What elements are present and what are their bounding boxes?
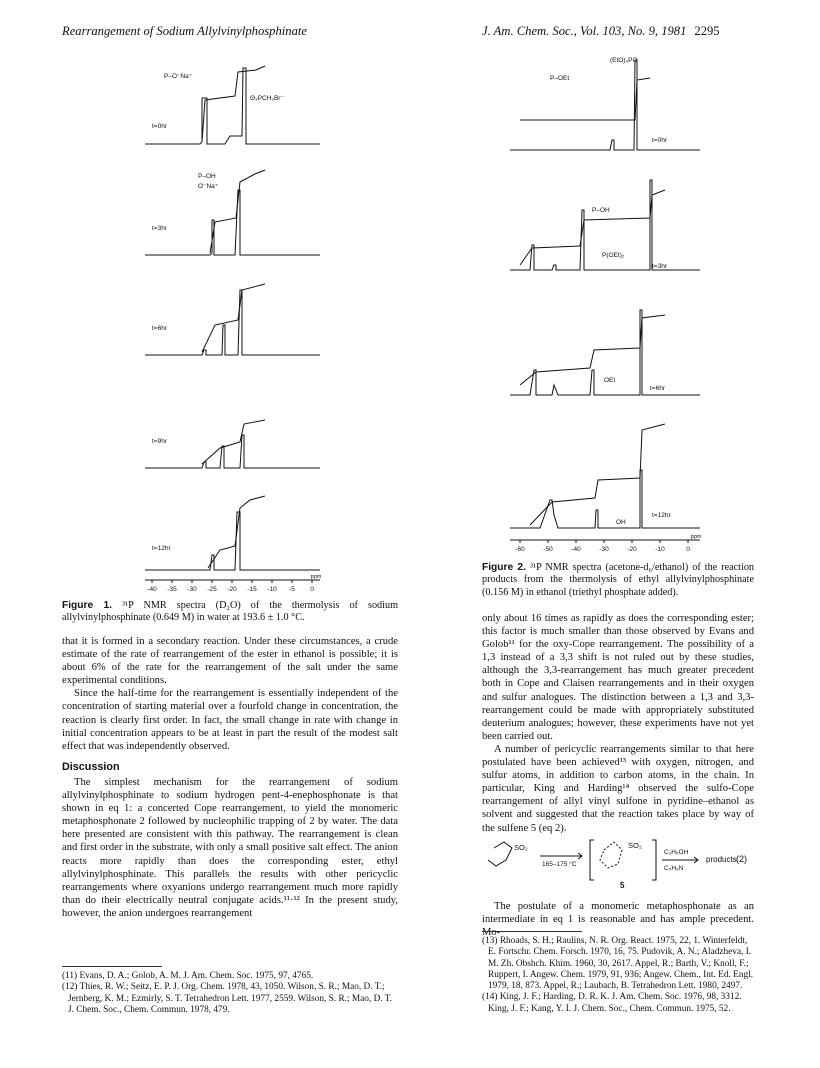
fig2-tick-label: -10 bbox=[655, 546, 665, 553]
right-column-upper bbox=[482, 612, 754, 835]
page-number: 2295 bbox=[694, 24, 720, 38]
fig2-tick-label: -50 bbox=[543, 546, 553, 553]
paragraph: The postulate of a monomeric metaphosphonate as an intermediate in eq 1 is reasonable and has ample precedent. Mo- bbox=[482, 901, 754, 939]
equation-number: (2) bbox=[736, 854, 747, 864]
figure-1-spectra bbox=[60, 50, 400, 595]
fig2-time-label: t=3hr bbox=[652, 263, 667, 270]
fig1-spectrum-t12 bbox=[145, 512, 320, 570]
fig2-spectrum-t0 bbox=[510, 60, 700, 150]
fig1-structure-label: P–O⁻Na⁺ bbox=[164, 73, 193, 80]
fig1-axis-unit: ppm bbox=[310, 574, 322, 580]
compound-number: 5 bbox=[620, 881, 625, 890]
fig1-integral-t9 bbox=[202, 420, 265, 464]
fig1-spectrum-t9 bbox=[145, 435, 320, 468]
fig1-time-label: t=12hr bbox=[152, 545, 171, 552]
fig2-time-label: t=6hr bbox=[650, 385, 665, 392]
fig2-time-label: t=0hr bbox=[652, 137, 667, 144]
fig2-structure-label: P(OEt)₂ bbox=[602, 252, 625, 259]
figure-2-spectra bbox=[500, 50, 760, 560]
figure-1-caption-text: ³¹P NMR spectra (D₂O) of the thermolysis of sodium allylvinylphosphinate (0.649 M) in water at 193.6 ± 1.0 °C. bbox=[62, 600, 398, 624]
fig1-tick-label: -25 bbox=[207, 586, 217, 593]
figure-1-caption-label: Figure 1. bbox=[62, 600, 112, 611]
section-heading: Discussion bbox=[62, 760, 120, 773]
figure-2-caption-label: Figure 2. bbox=[482, 562, 526, 573]
sulfene-intermediate-structure bbox=[600, 842, 622, 868]
fig2-integral-t0 bbox=[520, 78, 650, 120]
left-bracket bbox=[590, 840, 594, 880]
footnote: (13) Rhoads, S. H.; Raulins, N. R. Org. React. 1975, 22, 1. Winterfeldt, E. Fortschr. Chem. Forsch. 1970, 16, 75. Pudovik, A. N.; Aladzheva, I. M. Zh. Obshch. Khim. 1960, 30, 2617. Appel, R.; Barth, V.; Knoll, F.; Ruppert, I. Angew. Chem. 1979, 91, 936; Angew. Chem., Int. Ed. Engl. 1979, 18, 873. Appel, R.; Laubach, B. Tetrahedron Lett. 1980, 2497. bbox=[482, 936, 754, 992]
journal-citation bbox=[482, 24, 720, 39]
right-bracket bbox=[652, 840, 656, 880]
footnotes-right bbox=[482, 936, 754, 1015]
reagent-bottom: C₅H₅N bbox=[664, 865, 684, 872]
fig2-tick-label: -40 bbox=[571, 546, 581, 553]
footnotes-left bbox=[62, 971, 398, 1016]
footnote-rule bbox=[482, 931, 582, 932]
fig1-time-label: t=9hr bbox=[152, 438, 167, 445]
figure-2-caption-text: ³¹P NMR spectra (acetone-d₆/ethanol) of the reaction products from the thermolysis of ethyl allylvinylphosphinate (0.156 M) in ethanol (triethyl phosphate added). bbox=[482, 562, 755, 598]
fig1-tick-label: -10 bbox=[267, 586, 277, 593]
fig1-structure-label: Θ₃PCH₂Br⁻ bbox=[250, 95, 284, 102]
running-title: Rearrangement of Sodium Allylvinylphosphinate bbox=[62, 24, 307, 38]
fig1-tick-label: -30 bbox=[187, 586, 197, 593]
fig1-tick-label: -20 bbox=[227, 586, 237, 593]
fig2-tick-label: -30 bbox=[599, 546, 609, 553]
fig1-tick-label: -5 bbox=[289, 586, 295, 593]
journal-name: J. Am. Chem. Soc., Vol. 103, No. 9, 1981 bbox=[482, 24, 687, 38]
footnote: (11) Evans, D. A.; Golob, A. M. J. Am. Chem. Soc. 1975, 97, 4765. bbox=[62, 971, 314, 981]
fig2-integral-t3 bbox=[520, 190, 665, 265]
fig1-tick-label: 0 bbox=[310, 586, 314, 593]
fig2-structure-label: P–OEt bbox=[550, 75, 570, 82]
second-arrow bbox=[662, 857, 698, 863]
reagent-top: C₂H₅OH bbox=[664, 849, 689, 856]
fig2-structure-label: (EtO)₃PO bbox=[610, 57, 638, 64]
fig1-time-label: t=6hr bbox=[152, 325, 167, 332]
paragraph: A number of pericyclic rearrangements similar to that here postulated have been achieved¹³ with oxygen, nitrogen, and sulfur atoms, in addition to carbon atoms, in the chain. In particular, King and Harding¹⁴ observed the sulfo-Cope rearrangement of allyl vinyl sulfone in pyridine–ethanol as solvent and suggested that the reaction takes place by way of the sulfene 5 (eq 2). bbox=[482, 743, 754, 834]
paragraph: Since the half-time for the rearrangement is essentially independent of the concentration of starting material over a fourfold change in concentration, the reaction is clearly first order. In fact, the small change in rate with change in initial concentration appears to be at least in part the result of the modest salt effect that was independently observed. bbox=[62, 688, 398, 752]
paragraph: only about 16 times as rapidly as does the corresponding ester; this factor is much smaller than those observed by Evans and Golob¹¹ for the oxy-Cope rearrangement. The possibility of a 1,3 instead of a 3,3 shift is not ruled out by these studies, although the 3,3-rearrangement has much greater precedent both in Cope and Claisen rearrangements and in their oxygen and sulfur analogues. The distinction between a 1,3 and 3,3-rearrangement could be made with appropriately substituted deuterium analogues; however, these experiments have not yet been carried out. bbox=[482, 613, 754, 742]
fig1-tick-label: -35 bbox=[167, 586, 177, 593]
fig1-integral-t12 bbox=[208, 496, 265, 568]
fig1-integral-t6 bbox=[202, 284, 265, 352]
fig1-spectrum-t6 bbox=[145, 290, 320, 355]
equation-2-scheme bbox=[482, 838, 754, 890]
sulfene-group-label: SO₂ bbox=[628, 841, 642, 850]
right-column-lower bbox=[482, 900, 754, 939]
fig1-spectrum-t3 bbox=[145, 190, 320, 255]
paragraph: The simplest mechanism for the rearrangement of sodium allylvinylphosphinate to sodium hydrogen pent-4-enephosphonate is that shown in eq 1: a concerted Cope rearrangement, to yield the monomeric metaphosphonate 2 followed by nucleophilic trapping of 2 by water. The data here presented are consistent with this pathway. The rearrangement is clean and first order in the substrate, with only a small positive salt effect. The anion reacts more rapidly than does the corresponding ester, ethyl allylvinylphosphinate. This parallels the results with other pericyclic rearrangements where oxyanions undergo rearrangement much more rapidly than do their electrically neutral conjugate acids.¹¹·¹² In the present study, however, the anion undergoes rearrangement bbox=[62, 776, 398, 919]
fig1-tick-label: -15 bbox=[247, 586, 257, 593]
footnote: (14) King, J. F.; Harding, D. R. K. J. Am. Chem. Soc. 1976, 98, 3312. King, J. F.; Kang, Y. I. J. Chem. Soc., Chem. Commun. 1975, 52. bbox=[482, 992, 742, 1014]
figure-1-caption bbox=[62, 600, 398, 625]
left-column bbox=[62, 635, 398, 920]
sulfonyl-group-label: SO₂ bbox=[514, 843, 528, 852]
fig2-structure-label: OH bbox=[616, 519, 626, 526]
footnote: (12) Thies, R. W.; Seitz, E. P. J. Org. Chem. 1978, 43, 1050. Wilson, S. R.; Mao, D. T.; Jernberg, K. M.; Ezmirly, S. T. Tetrahedron Lett. 1977, 2559. Wilson, S. R.; Mao, D. T. J. Chem. Soc., Chem. Commun. 1978, 479. bbox=[62, 982, 393, 1015]
products-label: products bbox=[706, 855, 737, 864]
fig2-spectrum-t12 bbox=[510, 470, 700, 528]
reaction-conditions: 165–175 °C bbox=[542, 861, 577, 868]
fig1-integral-t0 bbox=[202, 66, 265, 142]
figure-2-caption bbox=[482, 562, 754, 599]
paragraph: that it is formed in a secondary reaction. Under these circumstances, a crude estimate of the rate of rearrangement of the ester in ethanol is possible; it is about 6% of the rate for the rearrangement of the salt under the same experimental conditions. bbox=[62, 636, 398, 687]
allyl-vinyl-sulfone-structure bbox=[488, 842, 512, 866]
fig2-structure-label: P–OH bbox=[592, 207, 610, 214]
fig2-time-label: t=12hr bbox=[652, 512, 671, 519]
fig2-tick-label: -20 bbox=[627, 546, 637, 553]
fig2-tick-label: 0 bbox=[686, 546, 690, 553]
reaction-arrow bbox=[540, 853, 582, 859]
fig2-structure-label: OEt bbox=[604, 377, 616, 384]
fig2-tick-label: -60 bbox=[515, 546, 525, 553]
fig1-structure-label: P–OH bbox=[198, 173, 216, 180]
fig2-integral-t6 bbox=[520, 315, 665, 385]
footnote-rule bbox=[62, 966, 162, 967]
fig1-tick-label: -40 bbox=[147, 586, 157, 593]
fig1-time-label: t=3hr bbox=[152, 225, 167, 232]
fig1-time-label: t=0hr bbox=[152, 123, 167, 130]
fig1-structure-label: O⁻Na⁺ bbox=[198, 183, 219, 190]
fig2-axis-unit: ppm bbox=[690, 534, 702, 540]
